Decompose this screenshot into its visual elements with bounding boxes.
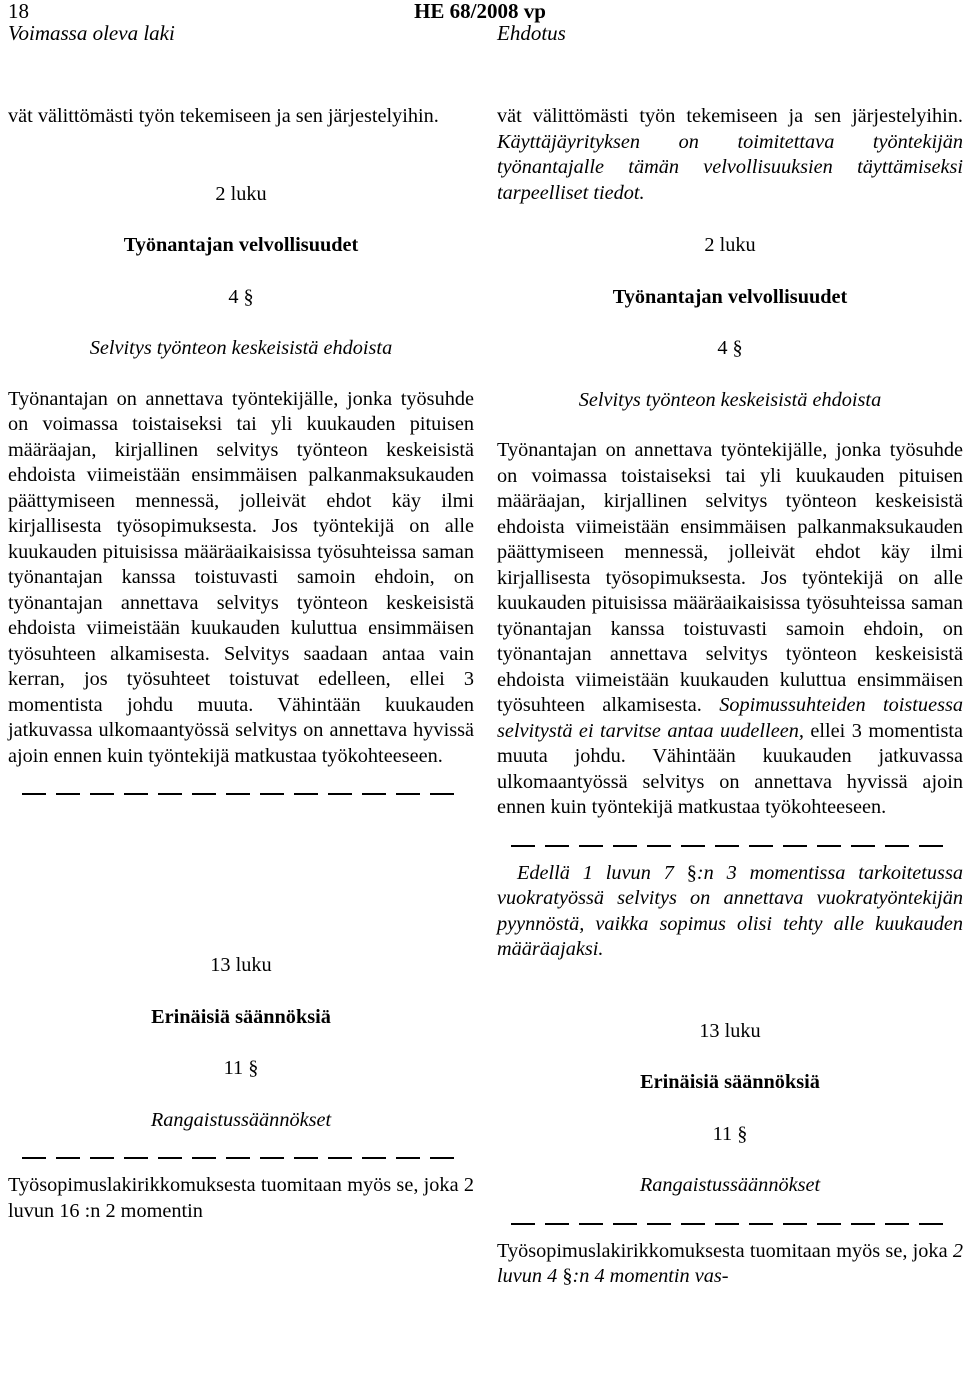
proposal-section-4-body: Työnantajan on annettava työntekijälle, jonka työsuhde on voimassa toistaiseksi tai yli kuukauden pituisen määräajan, kirjallinen selvitys työnteon keskeisistä ehdoista viimeistään ensimmäisen palkanmaksukauden päättymiseen mennessä, jolleivät ehdot käy ilmi kirjallisesta työsopimuksesta. Jos työntekijä on alle kuukauden pituisissa määräaikaisissa työsuhteissa saman työnantajan kanssa toistuvasti samoin ehdoin, on työnantajan annettava selvitys työnteon keskeisistä ehdoista viimeistään kuukauden kuluttua ensimmäisen työsuhteen alkamisesta. Sopimussuhteiden toistuessa selvitystä ei tarvitse antaa uudelleen, ellei 3 momentista muuta johdu. Vähintään kuukauden jatkuvassa ulkomaantyössä selvitys on annettava hyvissä ajoin ennen kuin työntekijä matkustaa työkohteeseen. (497, 439, 963, 818)
current-chapter-2: 2 luku (215, 182, 267, 205)
proposal-section-11-title: Rangaistussäännökset (639, 1174, 821, 1196)
current-section-11-body: Työsopimuslakirikkomuksesta tuomitaan myös se, joka 2 luvun 16 :n 2 momentin (8, 1174, 474, 1222)
proposal-column (497, 104, 963, 1290)
section-sign: § (243, 285, 254, 308)
section-sign: § (732, 337, 743, 359)
section-sign: § (562, 1265, 573, 1287)
right-column-title: Ehdotus (497, 21, 566, 45)
section-sign: § (686, 861, 697, 884)
section-sign: § (248, 1057, 259, 1079)
proposal-intro-text: vät välittömästi työn tekemiseen ja sen järjestelyihin. Käyttäjäyrityksen on toimitettava työntekijän työnantajalle tämän velvollisuuksien täyttämiseksi tarpeelliset tiedot. (497, 105, 963, 204)
omission-divider (22, 793, 460, 795)
section-sign: § (737, 1122, 748, 1145)
left-column-title: Voimassa oleva laki (8, 21, 175, 45)
proposal-chapter-2-title: Työnantajan velvollisuudet (612, 285, 848, 308)
current-intro-text: vät välittömästi työn tekemiseen ja sen järjestelyihin. (8, 105, 439, 127)
proposal-section-4-number: 4 § (717, 337, 743, 359)
proposal-chapter-13: 13 luku (699, 1019, 761, 1042)
proposal-section-11-number: 11 § (712, 1122, 748, 1145)
current-section-4-body: Työnantajan on annettava työntekijälle, jonka työsuhde on voimassa toistaiseksi tai yli kuukauden pituisen määräajan, kirjallinen selvitys työnteon keskeisistä ehdoista viimeistään ensimmäisen palkanmaksukauden päättymiseen mennessä, jolleivät ehdot käy ilmi kirjallisesta työsopimuksesta. Jos työntekijä on alle kuukauden pituisissa määräaikaisissa työsuhteissa saman työnantajan kanssa toistuvasti samoin ehdoin, on työnantajan annettava selvitys työnteon keskeisistä ehdoista viimeistään kuukauden kuluttua ensimmäisen työsuhteen alkamisesta. Selvitys saadaan antaa vain kerran, jos työsuhteet toistuvat edelleen, ellei 3 momentista johdu muuta. Vähintään kuukauden jatkuvassa ulkomaantyössä selvitys on annettava hyvissä ajoin ennen kuin työntekijä matkustaa työkohteeseen. (8, 387, 474, 767)
page-number: 18 (8, 0, 29, 23)
proposal-chapter-13-title: Erinäisiä säännöksiä (640, 1071, 820, 1093)
proposal-chapter-2: 2 luku (704, 234, 756, 256)
document-id: HE 68/2008 vp (414, 0, 546, 23)
proposal-section-4-title: Selvitys työnteon keskeisistä ehdoista (578, 388, 882, 411)
omission-divider (511, 845, 949, 847)
current-chapter-13-title: Erinäisiä säännöksiä (151, 1005, 331, 1028)
current-chapter-2-title: Työnantajan velvollisuudet (123, 234, 359, 256)
proposal-new-paragraph: Edellä 1 luvun 7 §:n 3 momentissa tarkoitetussa vuokratyössä selvitys on annettava vuokratyöntekijän pyynnöstä, vaikka sopimus olisi tehty alle kuukauden määräajaksi. (497, 861, 963, 960)
omission-divider (511, 1223, 949, 1225)
current-section-4-number: 4 § (228, 285, 254, 308)
current-section-11-title: Rangaistussäännökset (150, 1108, 332, 1131)
current-section-11-number: 11 § (223, 1057, 259, 1079)
proposal-section-11-body: Työsopimuslakirikkomuksesta tuomitaan myös se, joka 2 luvun 4 §:n 4 momentin vas- (497, 1239, 963, 1287)
omission-divider (22, 1157, 460, 1159)
current-law-column (8, 104, 474, 1224)
current-chapter-13: 13 luku (210, 954, 272, 976)
current-section-4-title: Selvitys työnteon keskeisistä ehdoista (89, 337, 393, 359)
